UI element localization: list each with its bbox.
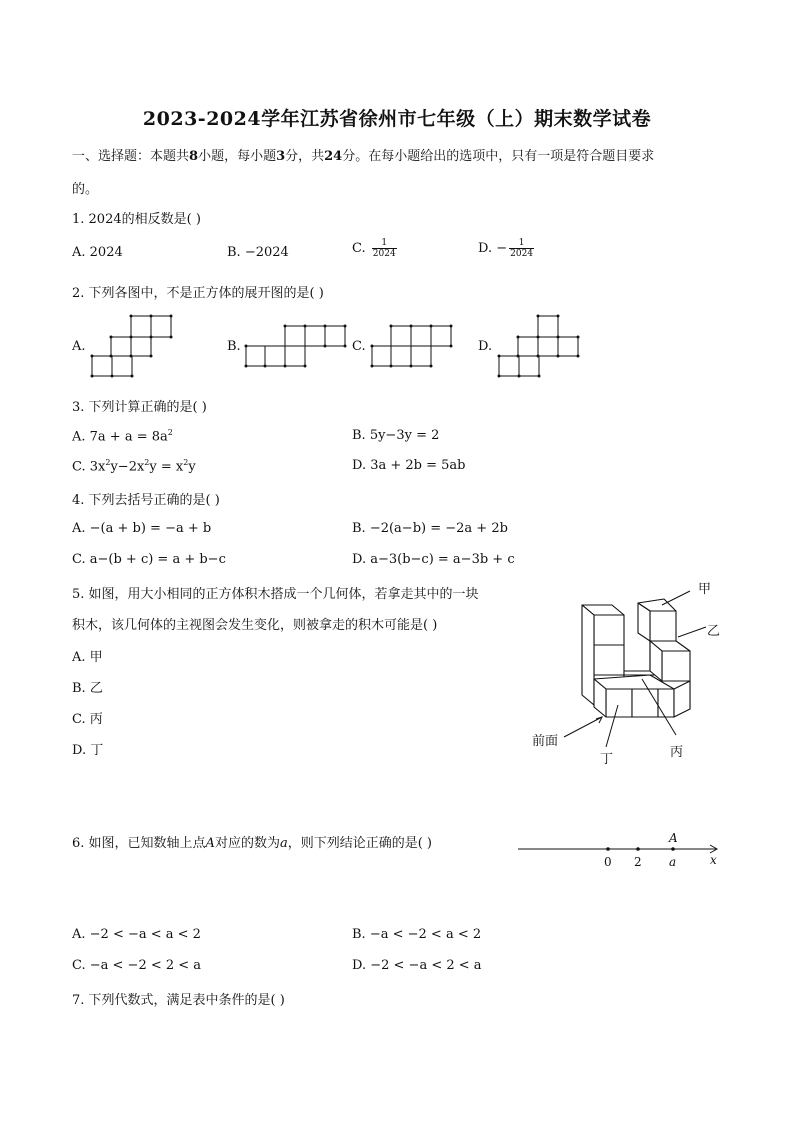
q5-option-c[interactable]: C. 丙 xyxy=(72,712,103,727)
section-heading xyxy=(72,145,654,164)
q6-option-a[interactable]: A. −2 < −a < a < 2 xyxy=(72,927,201,942)
label-jia: 甲 xyxy=(698,582,712,597)
q4-option-b[interactable]: B. −2(a−b) = −2a + 2b xyxy=(352,521,508,536)
stem-text: 6. 如图，已知数轴上点 xyxy=(72,836,206,851)
section-heading-line2: 的。 xyxy=(72,182,99,197)
net-figure-a xyxy=(91,315,173,377)
q1-option-c[interactable] xyxy=(352,238,397,259)
exponent: 2 xyxy=(167,428,173,437)
exponent: 2 xyxy=(105,458,111,467)
number-line-figure xyxy=(518,830,724,872)
q5-option-a[interactable]: A. 甲 xyxy=(72,650,103,665)
exponent: 2 xyxy=(144,458,150,467)
stem-text: 对应的数为 xyxy=(214,836,280,851)
tick-label-a: a xyxy=(669,855,677,869)
stem-point: A xyxy=(205,836,215,851)
net-figure-d xyxy=(498,315,580,377)
fraction xyxy=(372,238,397,259)
section-text: 小题，每小题 xyxy=(198,149,277,164)
q2-option-c[interactable]: C. xyxy=(352,339,366,354)
q5-option-d[interactable]: D. 丁 xyxy=(72,743,104,758)
net-figure-b xyxy=(245,325,346,367)
net-figure-c xyxy=(371,325,453,367)
option-text: C. 3x xyxy=(72,459,106,475)
section-total: 24 xyxy=(324,149,343,164)
section-count: 8 xyxy=(189,149,199,164)
q1-option-b[interactable]: B. −2024 xyxy=(227,245,289,260)
section-text: 分，共 xyxy=(285,149,325,164)
q3-option-d[interactable]: D. 3a + 2b = 5ab xyxy=(352,458,466,473)
label-bing: 丙 xyxy=(670,745,684,760)
q2-stem: 2. 下列各图中，不是正方体的展开图的是( ) xyxy=(72,286,324,301)
fraction-numerator: 1 xyxy=(509,238,534,249)
q3-option-a[interactable] xyxy=(72,428,173,444)
q3-option-b[interactable]: B. 5y−3y = 2 xyxy=(352,428,440,443)
q2-option-b[interactable]: B. xyxy=(227,339,241,354)
q1-option-a[interactable]: A. 2024 xyxy=(72,245,123,260)
q4-option-a[interactable]: A. −(a + b) = −a + b xyxy=(72,521,212,536)
q6-option-b[interactable]: B. −a < −2 < a < 2 xyxy=(352,927,482,942)
q5-stem-line1: 5. 如图，用大小相同的正方体积木搭成一个几何体，若拿走其中的一块 xyxy=(72,587,479,602)
option-text: y−2x xyxy=(110,459,145,475)
q4-stem: 4. 下列去括号正确的是( ) xyxy=(72,493,220,508)
q6-option-d[interactable]: D. −2 < −a < 2 < a xyxy=(352,958,482,973)
stem-variable: a xyxy=(279,836,288,851)
section-text: 分。在每小题给出的选项中，只有一项是符合题目要求 xyxy=(342,149,655,164)
fraction-numerator: 1 xyxy=(372,238,397,249)
section-text: 一、选择题：本题共 xyxy=(72,149,190,164)
section-points: 3 xyxy=(276,149,286,164)
q6-stem xyxy=(72,832,432,851)
option-text: A. 7a + a = 8a xyxy=(72,429,168,445)
option-label: D. − xyxy=(478,241,508,256)
label-ding: 丁 xyxy=(600,752,614,767)
q4-option-c[interactable]: C. a−(b + c) = a + b−c xyxy=(72,552,226,567)
q2-option-d[interactable]: D. xyxy=(478,339,493,354)
q3-option-c[interactable] xyxy=(72,458,196,474)
q1-stem: 1. 2024的相反数是( ) xyxy=(72,212,201,227)
q1-option-d[interactable] xyxy=(478,238,534,259)
page-title: 2023-2024学年江苏省徐州市七年级（上）期末数学试卷 xyxy=(142,108,652,130)
q2-option-a[interactable]: A. xyxy=(72,339,86,354)
q3-stem: 3. 下列计算正确的是( ) xyxy=(72,400,207,415)
option-label: C. xyxy=(352,241,366,256)
q5-stem-line2: 积木，该几何体的主视图会发生变化，则被拿走的积木可能是( ) xyxy=(72,618,438,633)
fraction-denominator: 2024 xyxy=(372,249,396,259)
stem-text: ，则下列结论正确的是( ) xyxy=(287,836,432,851)
option-text: y = x xyxy=(149,459,184,475)
label-yi: 乙 xyxy=(707,624,721,639)
option-text: y xyxy=(188,459,196,475)
exponent: 2 xyxy=(183,458,189,467)
cube-stack-figure xyxy=(530,575,730,765)
q6-option-c[interactable]: C. −a < −2 < 2 < a xyxy=(72,958,202,973)
tick-label-0: 0 xyxy=(604,855,612,869)
point-label-A: A xyxy=(669,831,678,845)
label-front: 前面 xyxy=(532,734,559,749)
q4-option-d[interactable]: D. a−3(b−c) = a−3b + c xyxy=(352,552,515,567)
axis-label-x: x xyxy=(710,853,717,867)
fraction xyxy=(509,238,534,259)
fraction-denominator: 2024 xyxy=(510,249,534,259)
q5-option-b[interactable]: B. 乙 xyxy=(72,681,103,696)
q7-stem: 7. 下列代数式，满足表中条件的是( ) xyxy=(72,993,285,1008)
tick-label-2: 2 xyxy=(634,855,642,869)
